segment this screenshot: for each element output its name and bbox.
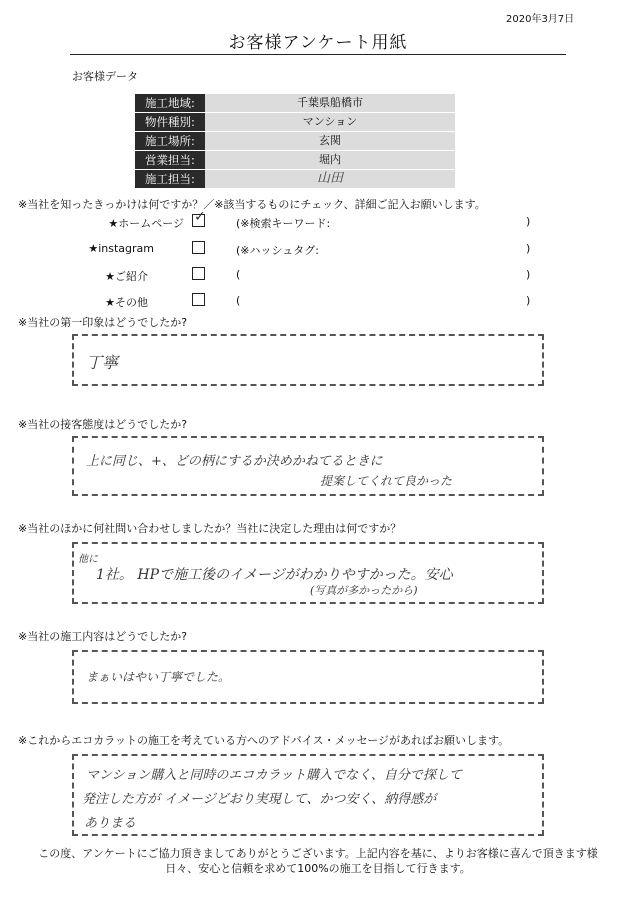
row-label: 施工地域: xyxy=(135,94,205,112)
answer-advice-line1: マンション購入と同時のエコカラット購入でなく、自分で探して xyxy=(86,768,462,783)
answer-box-first-impression[interactable] xyxy=(72,334,544,386)
row-value: 堀内 xyxy=(205,151,455,169)
source-close-other: ) xyxy=(526,294,531,307)
other-checkbox[interactable] xyxy=(192,293,205,306)
check-mark-icon: ✓ xyxy=(194,209,206,225)
customer-row-installer xyxy=(135,170,455,188)
footer-line-1: この度、アンケートにご協力頂きましてありがとうございます。上記内容を基に、よりお客様に喜んで頂きます様 xyxy=(38,847,598,860)
row-value: 玄関 xyxy=(205,132,455,150)
answer-other-line1: 1社。 HPで施工後のイメージがわかりやすかった。安心 xyxy=(96,567,453,583)
homepage-checkbox[interactable] xyxy=(192,209,206,227)
answer-service-line2: 提案してくれて良かった xyxy=(320,474,453,488)
page-title: お客様アンケート用紙 xyxy=(228,33,408,53)
survey-date: 2020年3月7日 xyxy=(506,14,575,25)
source-label-instagram: ★instagram xyxy=(88,242,154,255)
customer-row-sales-rep xyxy=(135,151,455,169)
question-other-companies: ※当社のほかに何社問い合わせしましたか？当社に決定した理由は何ですか？ xyxy=(18,522,402,535)
customer-row-location xyxy=(135,132,455,150)
row-label: 施工場所: xyxy=(135,132,205,150)
answer-other-line2: (写真が多かったから) xyxy=(310,584,418,597)
answer-work-quality: まぁいはやい丁寧でした。 xyxy=(86,670,231,684)
question-service-attitude: ※当社の接客態度はどうでしたか? xyxy=(18,418,188,431)
row-value: マンション xyxy=(205,113,455,131)
source-close-homepage: ) xyxy=(526,215,531,228)
title-divider xyxy=(70,54,566,55)
row-label: 施工担当: xyxy=(135,170,205,188)
answer-box-work-quality[interactable] xyxy=(72,650,544,704)
question-advice: ※これからエコカラットの施工を考えている方へのアドバイス・メッセージがあればお願いします。 xyxy=(18,734,510,747)
source-detail-instagram: (※ハッシュタグ: xyxy=(236,244,319,257)
question-first-impression: ※当社の第一印象はどうでしたか? xyxy=(18,316,188,329)
customer-row-area xyxy=(135,94,455,112)
referral-checkbox[interactable] xyxy=(192,267,205,280)
answer-box-advice[interactable] xyxy=(72,754,544,836)
source-label-other: ★その他 xyxy=(105,296,148,309)
answer-other-prefix: 他に xyxy=(78,554,98,565)
footer-line-2: 日々、安心と信頼を求めて100%の施工を目指して行きます。 xyxy=(165,862,471,875)
customer-section-label: お客様データ xyxy=(72,70,138,83)
answer-advice-line3: ありまる xyxy=(84,816,137,831)
row-value: 千葉県船橋市 xyxy=(205,94,455,112)
answer-box-service-attitude[interactable] xyxy=(72,436,544,496)
answer-service-line1: 上に同じ、+、どの柄にするか決めかねてるときに xyxy=(86,454,383,469)
row-label: 営業担当: xyxy=(135,151,205,169)
source-label-referral: ★ご紹介 xyxy=(105,270,148,283)
answer-box-other-companies[interactable] xyxy=(72,542,544,604)
source-detail-other: ( xyxy=(236,294,241,307)
question-source: ※当社を知ったきっかけは何ですか？／※該当するものにチェック、詳細ご記入お願いします。 xyxy=(18,198,486,211)
instagram-checkbox[interactable] xyxy=(192,241,205,254)
row-value-handwritten: 山田 xyxy=(205,170,455,188)
source-close-referral: ) xyxy=(526,268,531,281)
source-detail-homepage: (※検索キーワード: xyxy=(236,217,331,230)
row-label: 物件種別: xyxy=(135,113,205,131)
customer-row-property-type xyxy=(135,113,455,131)
footer-message xyxy=(14,846,622,876)
answer-advice-line2: 発注した方が イメージどおり実現して、かつ安く、納得感が xyxy=(82,792,437,807)
source-detail-referral: ( xyxy=(236,268,241,281)
answer-first-impression: 丁寧 xyxy=(86,353,119,372)
source-label-homepage: ★ホームページ xyxy=(108,217,184,230)
source-close-instagram: ) xyxy=(526,242,531,255)
question-work-quality: ※当社の施工内容はどうでしたか? xyxy=(18,630,188,643)
